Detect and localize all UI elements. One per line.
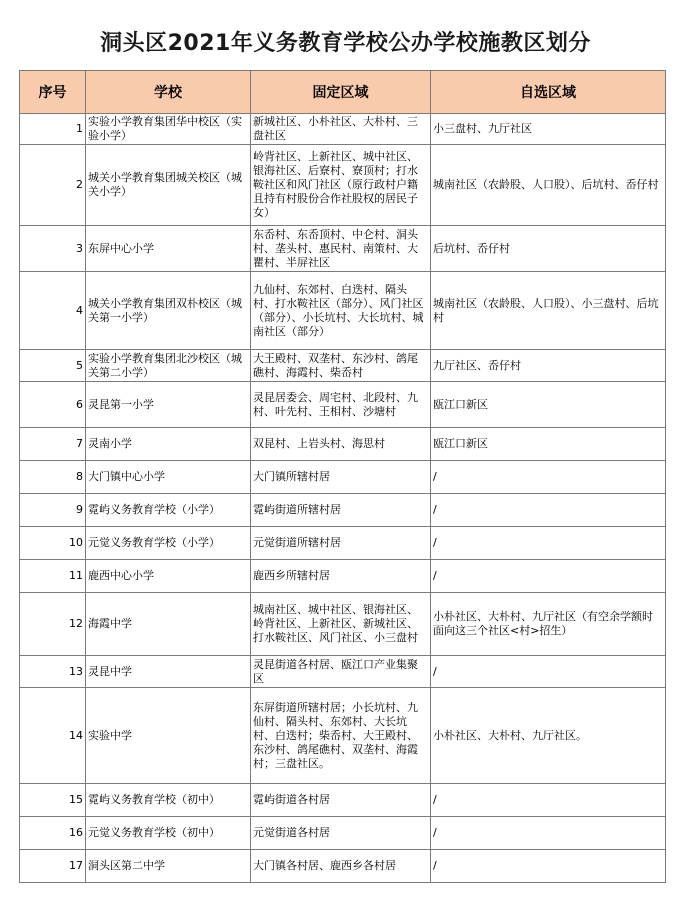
school-name: 城关小学教育集团双朴校区（城关第一小学） <box>86 272 251 350</box>
fixed-area: 城南社区、城中社区、银海社区、岭背社区、上新社区、新城社区、打水鞍社区、风门社区、小三盘村 <box>251 593 431 656</box>
school-name: 霓屿义务教育学校（初中） <box>86 784 251 817</box>
table-row <box>20 382 666 428</box>
fixed-area: 大王殿村、双垄村、东沙村、鸽尾礁村、海霞村、柴岙村 <box>251 350 431 382</box>
fixed-area: 大门镇所辖村居 <box>251 461 431 494</box>
table-row <box>20 114 666 145</box>
header-optional-area: 自选区域 <box>431 71 666 114</box>
optional-area: / <box>431 560 666 593</box>
fixed-area: 元觉街道各村居 <box>251 817 431 850</box>
optional-area: / <box>431 784 666 817</box>
school-name: 实验小学教育集团北沙校区（城关第二小学） <box>86 350 251 382</box>
fixed-area: 灵昆街道各村居、瓯江口产业集聚区 <box>251 656 431 688</box>
fixed-area: 鹿西乡所辖村居 <box>251 560 431 593</box>
table-row <box>20 560 666 593</box>
row-number: 12 <box>20 593 86 656</box>
row-number: 1 <box>20 114 86 145</box>
fixed-area: 双昆村、上岩头村、海思村 <box>251 428 431 461</box>
optional-area: 瓯江口新区 <box>431 428 666 461</box>
row-number: 2 <box>20 145 86 226</box>
row-number: 10 <box>20 527 86 560</box>
school-name: 城关小学教育集团城关校区（城关小学） <box>86 145 251 226</box>
header-school: 学校 <box>86 71 251 114</box>
school-name: 元觉义务教育学校（初中） <box>86 817 251 850</box>
table-row <box>20 461 666 494</box>
optional-area: 城南社区（农龄股、人口股）、小三盘村、后坑村 <box>431 272 666 350</box>
fixed-area: 新城社区、小朴社区、大朴村、三盘社区 <box>251 114 431 145</box>
fixed-area: 灵昆居委会、周宅村、北段村、九村、叶先村、王相村、沙塘村 <box>251 382 431 428</box>
table-row <box>20 226 666 272</box>
row-number: 17 <box>20 850 86 883</box>
school-name: 灵昆第一小学 <box>86 382 251 428</box>
fixed-area: 霓屿街道所辖村居 <box>251 494 431 527</box>
fixed-area: 东岙村、东岙顶村、中仑村、洞头村、垄头村、惠民村、南策村、大瞿村、半屏社区 <box>251 226 431 272</box>
row-number: 6 <box>20 382 86 428</box>
optional-area: / <box>431 656 666 688</box>
table-row <box>20 350 666 382</box>
table-row <box>20 817 666 850</box>
fixed-area: 东屏街道所辖村居；小长坑村、九仙村、隔头村、东郊村、大长坑村、白迭村；柴岙村、大王殿村、东沙村、鸽尾礁村、双垄村、海霞村；三盘社区。 <box>251 688 431 784</box>
optional-area: / <box>431 494 666 527</box>
table-row <box>20 527 666 560</box>
school-name: 灵昆中学 <box>86 656 251 688</box>
school-name: 大门镇中心小学 <box>86 461 251 494</box>
optional-area: 小三盘村、九厅社区 <box>431 114 666 145</box>
fixed-area: 岭背社区、上新社区、城中社区、银海社区、后寮村、寮顶村；打水鞍社区和风门社区（原行政村户籍且持有村股份合作社股权的居民子女） <box>251 145 431 226</box>
table-row <box>20 784 666 817</box>
optional-area: 九厅社区、岙仔村 <box>431 350 666 382</box>
optional-area: 瓯江口新区 <box>431 382 666 428</box>
optional-area: 小朴社区、大朴村、九厅社区。 <box>431 688 666 784</box>
table-row <box>20 593 666 656</box>
row-number: 3 <box>20 226 86 272</box>
row-number: 11 <box>20 560 86 593</box>
optional-area: / <box>431 461 666 494</box>
row-number: 16 <box>20 817 86 850</box>
school-name: 鹿西中心小学 <box>86 560 251 593</box>
optional-area: 小朴社区、大朴村、九厅社区（有空余学额时面向这三个社区<村>招生） <box>431 593 666 656</box>
optional-area: / <box>431 527 666 560</box>
table-row <box>20 145 666 226</box>
row-number: 7 <box>20 428 86 461</box>
row-number: 15 <box>20 784 86 817</box>
page-title: 洞头区2021年义务教育学校公办学校施教区划分 <box>100 31 591 56</box>
table-row <box>20 656 666 688</box>
row-number: 14 <box>20 688 86 784</box>
optional-area: 后坑村、岙仔村 <box>431 226 666 272</box>
table-row <box>20 850 666 883</box>
fixed-area: 大门镇各村居、鹿西乡各村居 <box>251 850 431 883</box>
row-number: 5 <box>20 350 86 382</box>
header-no: 序号 <box>20 71 86 114</box>
allocation-table <box>19 70 666 883</box>
table-row <box>20 272 666 350</box>
row-number: 13 <box>20 656 86 688</box>
fixed-area: 元觉街道所辖村居 <box>251 527 431 560</box>
row-number: 9 <box>20 494 86 527</box>
school-name: 灵南小学 <box>86 428 251 461</box>
school-name: 实验小学教育集团华中校区（实验小学） <box>86 114 251 145</box>
school-name: 实验中学 <box>86 688 251 784</box>
school-name: 霓屿义务教育学校（小学） <box>86 494 251 527</box>
optional-area: 城南社区（农龄股、人口股）、后坑村、岙仔村 <box>431 145 666 226</box>
table-row <box>20 428 666 461</box>
fixed-area: 九仙村、东郊村、白迭村、隔头村、打水鞍社区（部分）、风门社区（部分）、小长坑村、大长坑村、城南社区（部分） <box>251 272 431 350</box>
optional-area: / <box>431 817 666 850</box>
optional-area: / <box>431 850 666 883</box>
header-row <box>20 71 666 114</box>
fixed-area: 霓屿街道各村居 <box>251 784 431 817</box>
school-name: 海霞中学 <box>86 593 251 656</box>
table-row <box>20 688 666 784</box>
school-name: 洞头区第二中学 <box>86 850 251 883</box>
row-number: 4 <box>20 272 86 350</box>
header-fixed-area: 固定区域 <box>251 71 431 114</box>
row-number: 8 <box>20 461 86 494</box>
school-name: 东屏中心小学 <box>86 226 251 272</box>
school-name: 元觉义务教育学校（小学） <box>86 527 251 560</box>
table-row <box>20 494 666 527</box>
